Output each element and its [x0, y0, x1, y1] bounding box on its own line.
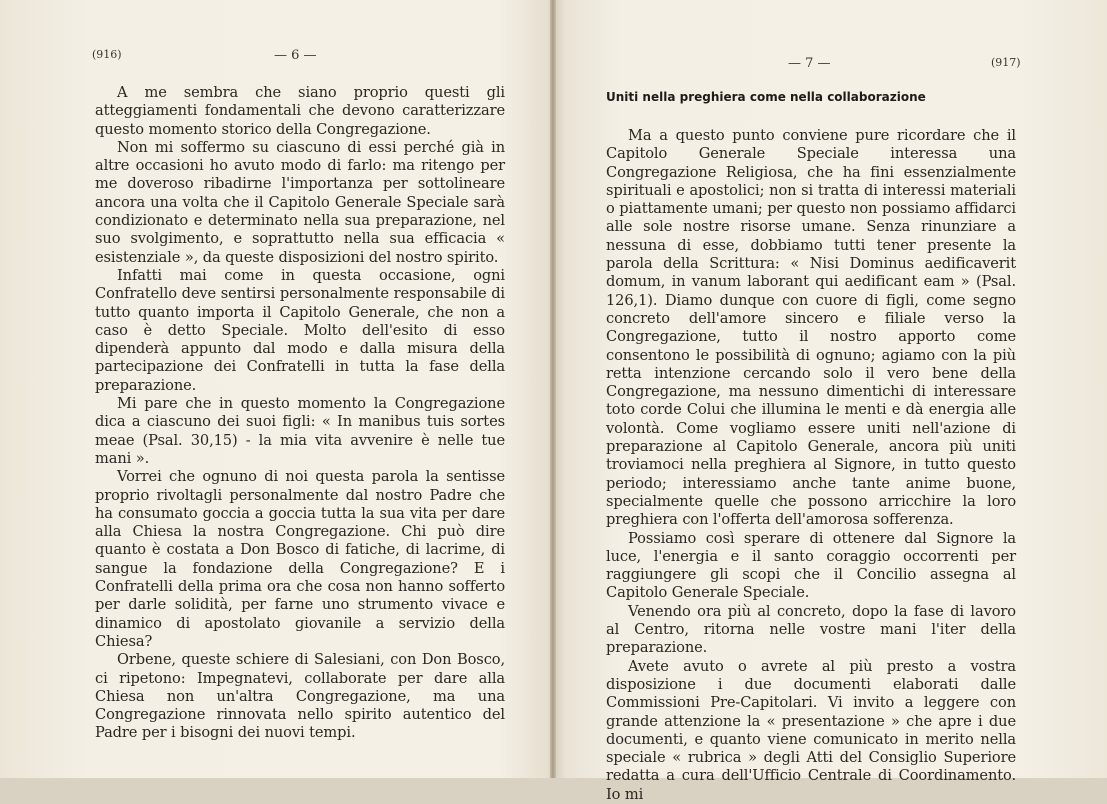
right-folio: (917)	[991, 56, 1021, 69]
paragraph: Possiamo così sperare di ottenere dal Signore la luce, l'energia e il santo coraggio occorrenti per raggiungere gli scopi che il Concilio assegna al Capitolo Generale Speciale.	[606, 529, 1016, 602]
paragraph: Vorrei che ognuno di noi questa parola la sentisse proprio rivoltagli personalmente dal nostro Padre che ha consumato goccia a goccia tutta la sua vita per dare alla Chiesa la nostra Congregazione. Chi può dire quanto è costata a Don Bosco di fatiche, di lacrime, di sangue la fondazione della Congregazione? E i Confratelli della prima ora che cosa non hanno sofferto per darle solidità, per farne uno strumento vivace e dinamico di apostolato giovanile a servizio della Chiesa?	[95, 468, 505, 650]
left-body-text	[95, 84, 505, 743]
paragraph: A me sembra che siano proprio questi gli atteggiamenti fondamentali che devono caratterizzare questo momento storico della Congregazione.	[95, 84, 505, 138]
left-page-number: — 6 —	[274, 48, 317, 63]
paragraph: Ma a questo punto conviene pure ricordare che il Capitolo Generale Speciale interessa una Congregazione Religiosa, che ha fini essenzialmente spirituali e apostolici; non si tratta di interessi materiali o piattamente umani; per questo non possiamo affidarci alle sole nostre risorse umane. Senza rinunziare a nessuna di esse, dobbiamo tutti tener presente la parola della Scrittura: « Nisi Dominus aedificaverit domum, in vanum laborant qui aedificant eam » (Psal. 126,1). Diamo dunque con cuore di figli, come segno concreto dell'amore sincero e filiale verso la Congregazione, tutto il nostro apporto come consentono le possibilità di ognuno; agiamo con la più retta intenzione cercando solo il vero bene della Congregazione, ma nessuno dimentichi di interessare toto corde Colui che illumina le menti e dà energia alle volontà. Come vogliamo essere uniti nell'azione di preparazione al Capitolo Generale, ancora più uniti troviamoci nella preghiera al Signore, in tutto questo periodo; interessiamo anche tante anime buone, specialmente quelle che possono arricchire la loro preghiera con l'offerta dell'amorosa sofferenza.	[606, 127, 1016, 529]
left-page	[0, 0, 550, 778]
paragraph: Infatti mai come in questa occasione, ogni Confratello deve sentirsi personalmente responsabile di tutto quanto importa il Capitolo Generale, che non a caso è detto Speciale. Molto dell'esito di esso dipenderà appunto dal modo e dalla misura della partecipazione dei Confratelli in tutta la fase della preparazione.	[95, 266, 505, 394]
left-folio: (916)	[92, 48, 122, 61]
paragraph: Non mi soffermo su ciascuno di essi perché già in altre occasioni ho avuto modo di farlo: ma ritengo per me doveroso ribadirne l'importanza per sottolineare ancora una volta che il Capitolo Generale Speciale sarà condizionato e determinato nella sua preparazione, nel suo svolgimento, e soprattutto nella sua efficacia « esistenziale », da queste disposizioni del nostro spirito.	[95, 138, 505, 266]
paragraph: Venendo ora più al concreto, dopo la fase di lavoro al Centro, ritorna nelle vostre mani l'iter della preparazione.	[606, 602, 1016, 657]
right-page-number: — 7 —	[788, 56, 831, 71]
section-heading: Uniti nella preghiera come nella collaborazione	[606, 90, 926, 104]
right-page	[556, 0, 1107, 803]
right-body-text	[606, 127, 1016, 804]
paragraph: Orbene, queste schiere di Salesiani, con Don Bosco, ci ripetono: Impegnatevi, collaborate per dare alla Chiesa non un'altra Congregazione, ma una Congregazione rinnovata nello spirito autentico del Padre per i bisogni dei nuovi tempi.	[95, 651, 505, 742]
paragraph: Avete avuto o avrete al più presto a vostra disposizione i due documenti elaborati dalle Commissioni Pre-Capitolari. Vi invito a leggere con grande attenzione la « presentazione » che apre i due documenti, e quanto viene comunicato in merito nella speciale « rubrica » degli Atti del Consiglio Superiore redatta a cura dell'Ufficio Centrale di Coordinamento. Io mi	[606, 657, 1016, 803]
paragraph: Mi pare che in questo momento la Congregazione dica a ciascuno dei suoi figli: « In manibus tuis sortes meae (Psal. 30,15) - la mia vita avvenire è nelle tue mani ».	[95, 395, 505, 467]
